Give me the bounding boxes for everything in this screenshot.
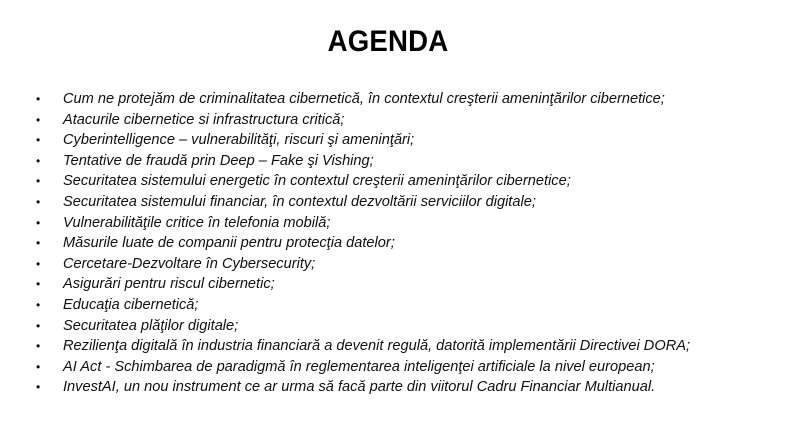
list-item (0, 171, 796, 192)
agenda-list (0, 89, 796, 398)
bullet-icon: • (36, 174, 41, 189)
bullet-icon: • (36, 153, 41, 168)
bullet-icon: • (36, 236, 41, 251)
list-item (0, 130, 796, 151)
list-item (0, 89, 796, 110)
bullet-icon: • (36, 256, 41, 271)
list-item (0, 110, 796, 131)
list-item-text: Atacurile cibernetice si infrastructura critică; (63, 111, 345, 128)
list-item (0, 336, 796, 357)
list-item (0, 254, 796, 275)
list-item-text: Măsurile luate de companii pentru protecţia datelor; (63, 235, 395, 252)
bullet-icon: • (36, 380, 41, 395)
bullet-icon: • (36, 277, 41, 292)
bullet-icon: • (36, 318, 41, 333)
list-item-text: AI Act - Schimbarea de paradigmă în reglementarea inteligenţei artificiale la nivel european; (63, 358, 655, 375)
list-item (0, 233, 796, 254)
list-item (0, 357, 796, 378)
list-item-text: Securitatea plăţilor digitale; (63, 317, 239, 334)
list-item (0, 274, 796, 295)
list-item-text: Securitatea sistemului energetic în contextul creşterii ameninţărilor cibernetice; (63, 173, 571, 190)
list-item (0, 377, 796, 398)
list-item-text: Vulnerabilităţile critice în telefonia mobilă; (63, 214, 331, 231)
bullet-icon: • (36, 112, 41, 127)
list-item-text: Educaţia cibernetică; (63, 296, 199, 313)
list-item-text: Cyberintelligence – vulnerabilităţi, riscuri şi ameninţări; (63, 132, 415, 149)
list-item (0, 316, 796, 337)
list-item (0, 213, 796, 234)
page-title: AGENDA (327, 25, 449, 58)
bullet-icon: • (36, 215, 41, 230)
list-item-text: InvestAI, un nou instrument ce ar urma să facă parte din viitorul Cadru Financiar Multianual. (63, 379, 656, 396)
list-item-text: Securitatea sistemului financiar, în contextul dezvoltării serviciilor digitale; (63, 193, 536, 210)
list-item-text: Tentative de fraudă prin Deep – Fake şi Vishing; (63, 152, 374, 169)
bullet-icon: • (36, 133, 41, 148)
bullet-icon: • (36, 339, 41, 354)
bullet-icon: • (36, 359, 41, 374)
bullet-icon: • (36, 194, 41, 209)
list-item-text: Cum ne protejăm de criminalitatea cibernetică, în contextul creşterii ameninţărilor cibernetice; (63, 91, 665, 107)
list-item-text: Asigurări pentru riscul cibernetic; (63, 276, 275, 293)
list-item-text: Cercetare-Dezvoltare în Cybersecurity; (63, 255, 316, 272)
list-item-text: Rezilienţa digitală în industria financiară a devenit regulă, datorită implementării Directivei DORA; (63, 338, 691, 355)
list-item (0, 151, 796, 172)
list-item (0, 295, 796, 316)
list-item (0, 192, 796, 213)
bullet-icon: • (36, 297, 41, 312)
bullet-icon: • (36, 92, 41, 106)
